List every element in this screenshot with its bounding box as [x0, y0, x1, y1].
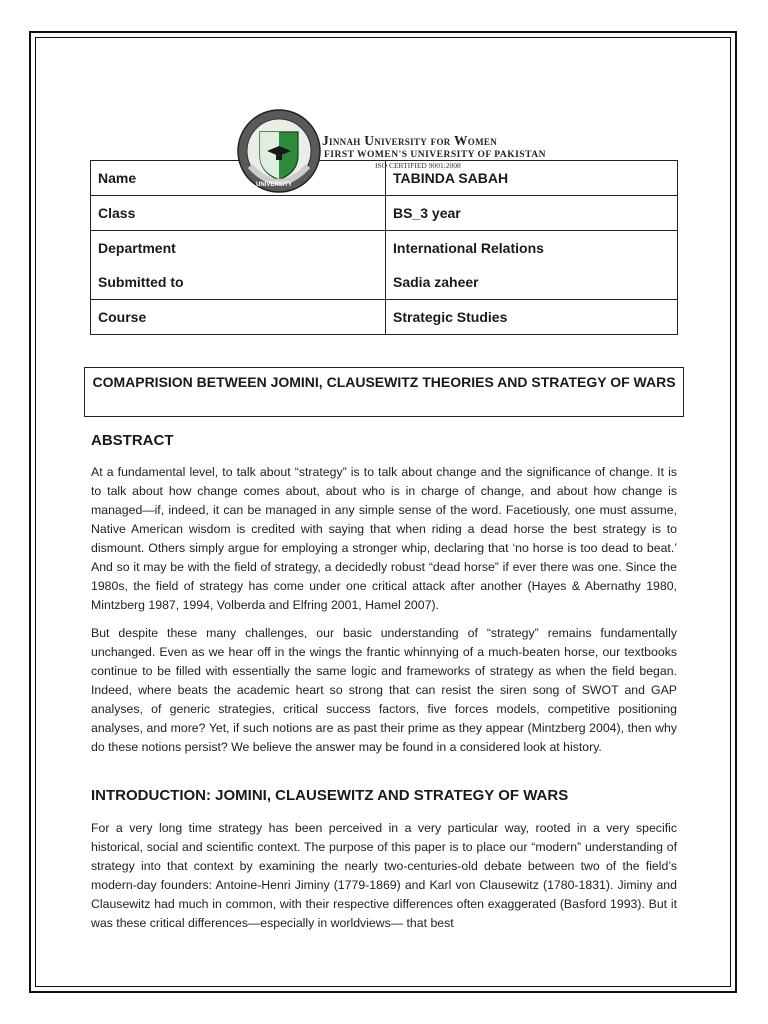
document-title: COMAPRISION BETWEEN JOMINI, CLAUSEWITZ THEORIES AND STRATEGY OF WARS [84, 367, 684, 417]
abstract-paragraph-2: But despite these many challenges, our basic understanding of “strategy” remains fundamentally unchanged. Even as we hear off in the wings the frantic whinnying of a much-beaten horse, our textbooks continue to be filled with essentially the same logic and frameworks of strategy as when the field began. Indeed, where beats the academic heart so strong that can resist the siren song of SWOT and GAP analyses, of generic strategies, critical success factors, five forces models, competitive positioning analyses, and more? Yet, if such notions are as past their prime as they appear (Mintzberg 2004), then why do these notions persist? We believe the answer may be found in a considered look at history. [91, 626, 677, 754]
class-value: BS_3 year [386, 196, 678, 231]
class-label: Class [91, 196, 386, 231]
table-row-class [91, 196, 678, 231]
name-label: Name [91, 161, 386, 196]
university-name: Jinnah University for Women [322, 133, 497, 148]
name-value: TABINDA SABAH [386, 161, 678, 196]
department-value: International Relations [393, 240, 544, 256]
introduction-heading: INTRODUCTION: JOMINI, CLAUSEWITZ AND STRATEGY OF WARS [91, 787, 569, 804]
department-label: Department [98, 240, 176, 256]
submitted-to-label: Submitted to [98, 274, 184, 290]
university-subtitle: FIRST WOMEN'S UNIVERSITY OF PAKISTAN [324, 150, 546, 160]
iso-certification: ISO CERTIFIED 9001:2008 [375, 161, 461, 170]
abstract-heading: ABSTRACT [91, 432, 174, 449]
introduction-paragraph-1: For a very long time strategy has been perceived in a very particular way, rooted in a very specific historical, social and scientific context. The purpose of this paper is to place our “modern” understanding of strategy into that context by examining the nearly two-centuries-old debate between two of the field’s modern-day founders: Antoine-Henri Jiminy (1779-1869) and Karl von Clausewitz (1780-1831). Jiminy and Clausewitz had much in common, with their respective differences often exaggerated (Basford 1993). But it was these critical differences—especially in worldviews— that best [91, 821, 677, 930]
course-value: Strategic Studies [386, 300, 678, 335]
logo-ring-text: UNIVERSITY [256, 182, 293, 188]
abstract-paragraph-1: At a fundamental level, to talk about “strategy” is to talk about change and the significance of change. It is to talk about how change comes about, about who is in charge of change, and about how change is managed—if, indeed, it can be managed in any simple sense of the word. Facetiously, one must assume, Native American wisdom is credited with saying that when riding a dead horse the best strategy is to dismount. Others simply argue for employing a stronger whip, declaring that ‘no horse is too dead to beat.’ And so it may be with the field of strategy, a decidedly robust “dead horse” if ever there was one. Since the 1980s, the field of strategy has come under one critical attack after another (Hayes & Abernathy 1980, Mintzberg 1987, 1994, Volberda and Elfring 2001, Hamel 2007). [91, 465, 677, 612]
table-row-department [91, 231, 678, 300]
course-label: Course [91, 300, 386, 335]
submitted-to-value: Sadia zaheer [393, 274, 479, 290]
table-row-course [91, 300, 678, 335]
info-table [90, 160, 678, 335]
